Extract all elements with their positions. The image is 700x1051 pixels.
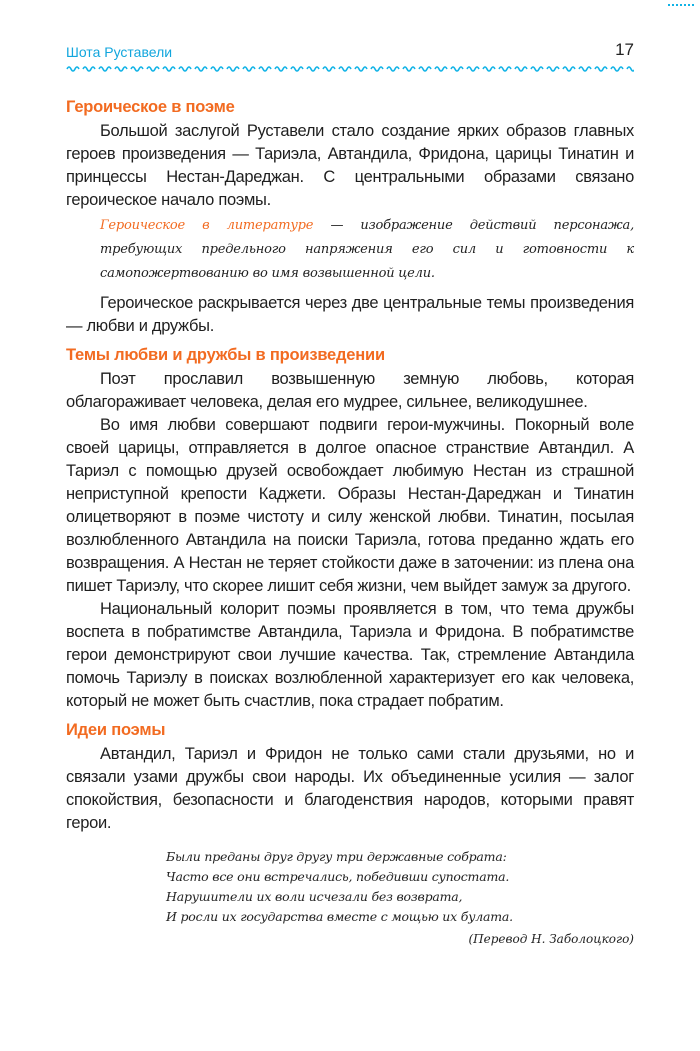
- section-heroic: [66, 96, 634, 338]
- section-heading: Героическое в поэме: [66, 98, 235, 116]
- section-love-friendship: [66, 344, 634, 713]
- paragraph: Национальный колорит поэмы проявляется в том, что тема дружбы воспета в побратимстве Автандила, Тариэла и Фридона. В побратимстве герои демонстрируют свои лучшие качества. Так, стремление Автандила помочь Тариэлу в поисках возлюбленной характеризует его как человека, который не может быть счастлив, пока страдает побратим.: [66, 600, 634, 710]
- header-ornament-divider: [66, 63, 634, 75]
- poem-line: И росли их государства вместе с мощью их булата.: [166, 909, 513, 924]
- paragraph: Героическое раскрывается через две центральные темы произведения — любви и дружбы.: [66, 294, 634, 335]
- section-ideas: [66, 719, 634, 835]
- running-title: Шота Руставели: [66, 44, 173, 60]
- poem-line: Нарушители их воли исчезали без возврата,: [166, 889, 463, 904]
- definition-box: [66, 214, 634, 286]
- paragraph: Автандил, Тариэл и Фридон не только сами стали друзьями, но и связали узами дружбы свои народы. Их объединенные усилия — залог спокойствия, безопасности и благоденствия народов, которыми правят герои.: [66, 745, 634, 832]
- paragraph: Поэт прославил возвышенную земную любовь, которая облагораживает человека, делая его мудрее, сильнее, великодушнее.: [66, 370, 634, 411]
- poem-line: Были преданы друг другу три державные собрата:: [166, 849, 507, 864]
- section-heading: Темы любви и дружбы в произведении: [66, 346, 385, 364]
- paragraph: Большой заслугой Руставели стало создание ярких образов главных героев произведения — Тариэла, Автандила, Фридона, царицы Тинатин и принцессы Нестан-Дареджан. С центральными образами связано героическое начало поэмы.: [66, 122, 634, 209]
- paragraph: Во имя любви совершают подвиги герои-мужчины. Покорный воле своей царицы, отправляется в долгое опасное странствие Автандил. А Тариэл с помощью друзей освобождает любимую Нестан из страшной неприступной крепости Каджети. Образы Нестан-Дареджан и Тинатин олицетворяют в поэме чистоту и силу женской любви. Тинатин, посылая возлюбленного Автандила на поиски Тариэла, готова преданно ждать его возвращения. А Нестан не теряет стойкости даже в заточении: из плена она пишет Тариэлу, что скорее лишит себя жизни, чем выйдет замуж за другого.: [66, 416, 634, 595]
- page-number: 17: [615, 40, 634, 59]
- page-body: [66, 90, 634, 949]
- definition-text: — изображение действий персонажа, требующих предельного напряжения его сил и готовности к самопожертвованию во имя возвышенной цели.: [100, 218, 634, 281]
- poem-quote: [166, 847, 634, 949]
- poem-line: Часто все они встречались, победивши супостата.: [166, 869, 510, 884]
- page-header: [66, 38, 634, 60]
- corner-dots-decoration: [668, 4, 694, 10]
- section-heading: Идеи поэмы: [66, 721, 166, 739]
- definition-term: Героическое в литературе: [100, 218, 314, 233]
- translation-credit: (Перевод Н. Заболоцкого): [468, 932, 634, 946]
- wave-ornament-icon: [66, 63, 634, 75]
